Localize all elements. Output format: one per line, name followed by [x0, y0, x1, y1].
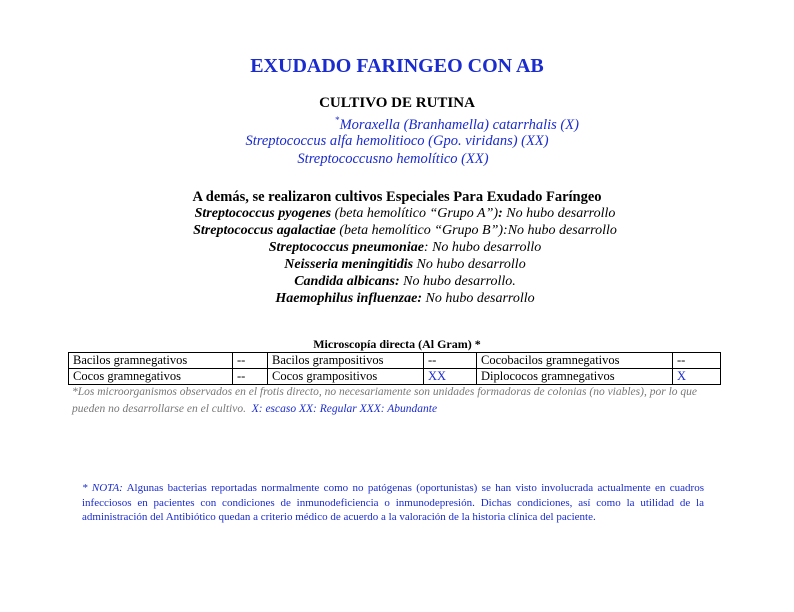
table-cell: -- — [233, 369, 268, 385]
report-title: EXUDADO FARINGEO CON AB — [250, 55, 544, 77]
table-cell: X — [673, 369, 721, 385]
culture-result: No hubo desarrollo — [413, 257, 526, 272]
organism-name: Streptococcus pyogenes — [194, 206, 332, 221]
separator: : — [423, 240, 429, 255]
microscopia-footnote — [72, 384, 722, 418]
nota-paragraph — [82, 481, 704, 525]
organism-1 — [60, 115, 794, 134]
special-culture-line — [8, 291, 794, 307]
culture-result: No hubo desarrollo. — [399, 274, 516, 289]
organism-3: Streptococcusno hemolítico (XX) — [297, 151, 489, 167]
footnote-text: Los microorganismos observados en el frotis directo, no necesariamente son unidades formadoras de colonias (no viables), por lo que pueden no desarrollarse en el cultivo. — [72, 386, 697, 415]
culture-result: No hubo desarrollo — [428, 240, 542, 255]
footnote-mark: * — [72, 386, 78, 398]
organism-detail: (beta hemolítico “Grupo A”) — [331, 206, 499, 221]
table-cell: -- — [424, 353, 477, 369]
table-row — [69, 369, 721, 385]
organism-name: Streptococcus pneumoniae — [268, 240, 424, 255]
separator: : — [503, 223, 508, 238]
nota-text: Algunas bacterias reportadas normalmente como no patógenas (oportunistas) se han visto involucrada actualmente en cuadros infecciosos en pacientes con condiciones de inmunodeficiencia o inmunodepresión. Dichas condiciones, así como la utilidad de la administración del Antibiótico quedan a criterio médico de acuerdo a la valoración de la historia clínica del paciente. — [82, 482, 704, 523]
organism-name: Haemophilus influenzae: — [275, 291, 422, 306]
organism-detail: (beta hemolítico “Grupo B”) — [335, 223, 504, 238]
table-cell: Cocobacilos gramnegativos — [477, 353, 673, 369]
organism-1-mark: * — [335, 115, 340, 125]
separator: : — [498, 206, 503, 221]
organism-name: Candida albicans: — [294, 274, 400, 289]
organism-name: Neisseria meningitidis — [284, 257, 414, 272]
special-culture-line — [8, 257, 794, 273]
table-cell: -- — [673, 353, 721, 369]
footnote-legend: X: escaso XX: Regular XXX: Abundante — [251, 403, 438, 415]
table-cell: Cocos grampositivos — [268, 369, 424, 385]
organism-2: Streptococcus alfa hemolitioco (Gpo. viridans) (XX) — [245, 133, 549, 149]
culture-result: No hubo desarrollo — [502, 206, 616, 221]
special-culture-line — [8, 206, 794, 222]
table-row — [69, 353, 721, 369]
special-culture-line — [8, 223, 794, 239]
microscopia-table — [68, 352, 721, 385]
microscopia-heading: Microscopía directa (Al Gram) * — [313, 337, 481, 351]
culture-result: No hubo desarrollo — [421, 291, 535, 306]
table-cell: Cocos gramnegativos — [69, 369, 233, 385]
table-cell: XX — [424, 369, 477, 385]
culture-result: No hubo desarrollo — [507, 223, 617, 238]
table-cell: -- — [233, 353, 268, 369]
special-culture-line — [8, 240, 794, 256]
table-cell: Bacilos grampositivos — [268, 353, 424, 369]
table-cell: Bacilos gramnegativos — [69, 353, 233, 369]
special-culture-line — [8, 274, 794, 290]
especiales-heading: A demás, se realizaron cultivos Especiales Para Exudado Faríngeo — [192, 189, 602, 205]
cultivo-heading: CULTIVO DE RUTINA — [319, 95, 475, 111]
organism-name: Streptococcus agalactiae — [193, 223, 336, 238]
organism-1-text: Moraxella (Branhamella) catarrhalis (X) — [339, 116, 579, 133]
table-cell: Diplococos gramnegativos — [477, 369, 673, 385]
nota-label: * NOTA: — [82, 482, 123, 494]
